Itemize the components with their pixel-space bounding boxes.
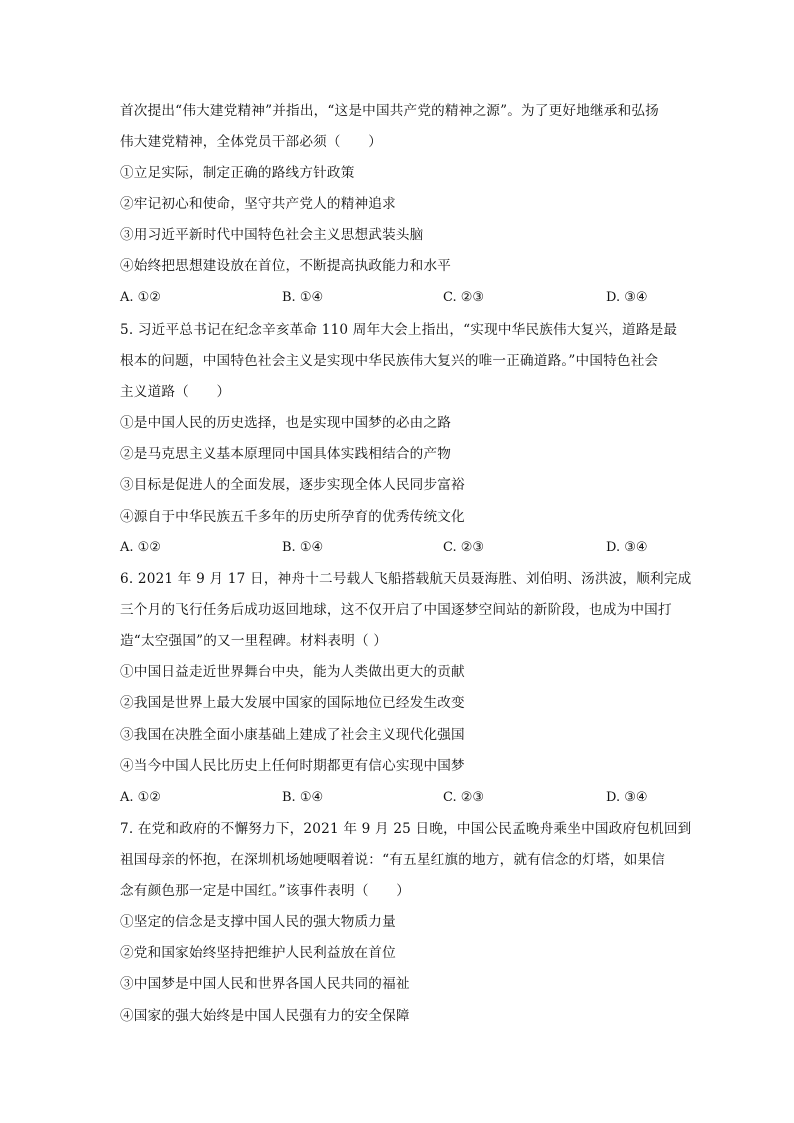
option-a[interactable]: A. ①② [120,290,161,305]
question-7-item-1: ①坚定的信念是支撑中国人民的强大物质力量 [120,914,396,930]
option-b[interactable]: B. ①④ [282,290,324,305]
question-5-item-4: ④源自于中华民族五千多年的历史所孕育的优秀传统文化 [120,509,465,525]
option-c[interactable]: C. ②③ [443,290,485,305]
question-7-item-2: ②党和国家始终坚持把维护人民利益放在首位 [120,945,396,961]
question-6-item-2: ②我国是世界上最大发展中国家的国际地位已经发生改变 [120,695,465,711]
option-d[interactable]: D. ③④ [606,290,648,305]
question-4-item-2: ②牢记初心和使命，坚守共产党人的精神追求 [120,196,396,212]
question-6-stem-line-2: 三个月的飞行任务后成功返回地球，这不仅开启了中国逐梦空间站的新阶段，也成为中国打 [120,602,672,618]
option-a[interactable]: A. ①② [120,540,161,555]
option-d[interactable]: D. ③④ [606,540,648,555]
question-7-item-4: ④国家的强大始终是中国人民强有力的安全保障 [120,1008,410,1024]
question-5-item-1: ①是中国人民的历史选择，也是实现中国梦的必由之路 [120,415,452,431]
question-7-stem-line-1: 7. 在党和政府的不懈努力下，2021 年 9 月 25 日晚，中国公民孟晚舟乘坐中国政府包机回到 [120,821,692,837]
question-6-item-1: ①中国日益走近世界舞台中央，能为人类做出更大的贡献 [120,664,465,680]
question-7-item-3: ③中国梦是中国人民和世界各国人民共同的福祉 [120,976,410,992]
question-6-item-3: ③我国在决胜全面小康基础上建成了社会主义现代化强国 [120,727,465,743]
option-b[interactable]: B. ①④ [282,790,324,805]
question-4-stem-line-2: 伟大建党精神，全体党员干部必须（ ） [120,134,383,150]
question-5-item-3: ③目标是促进人的全面发展，逐步实现全体人民同步富裕 [120,477,465,493]
question-7-stem-line-2: 祖国母亲的怀抱，在深圳机场她哽咽着说：“有五星红旗的地方，就有信念的灯塔，如果信 [120,852,666,868]
option-a[interactable]: A. ①② [120,790,161,805]
question-4-stem-line-1: 首次提出“伟大建党精神”并指出，“这是中国共产党的精神之源”。为了更好地继承和弘扬 [120,103,659,119]
question-5-stem-line-1: 5. 习近平总书记在纪念辛亥革命 110 周年大会上指出，“实现中华民族伟大复兴，道路是最 [120,322,678,338]
question-4-item-4: ④始终把思想建设放在首位，不断提高执政能力和水平 [120,258,452,274]
question-5-stem-line-3: 主义道路（ ） [120,384,231,400]
question-5-item-2: ②是马克思主义基本原理同中国具体实践相结合的产物 [120,446,452,462]
question-6-stem-line-1: 6. 2021 年 9 月 17 日，神舟十二号载人飞船搭载航天员聂海胜、刘伯明、汤洪波，顺利完成 [120,571,692,587]
question-6-stem-line-3: 造“太空强国”的又一里程碑。材料表明（ ） [120,633,388,649]
question-6-item-4: ④当今中国人民比历史上任何时期都更有信心实现中国梦 [120,758,465,774]
option-b[interactable]: B. ①④ [282,540,324,555]
option-d[interactable]: D. ③④ [606,790,648,805]
option-c[interactable]: C. ②③ [443,540,485,555]
question-5-stem-line-2: 根本的问题，中国特色社会主义是实现中华民族伟大复兴的唯一正确道路。”中国特色社会 [120,353,659,369]
question-4-item-3: ③用习近平新时代中国特色社会主义思想武装头脑 [120,227,424,243]
question-7-stem-line-3: 念有颜色那一定是中国红。”该事件表明（ ） [120,883,411,899]
option-c[interactable]: C. ②③ [443,790,485,805]
question-4-item-1: ①立足实际，制定正确的路线方针政策 [120,165,355,181]
